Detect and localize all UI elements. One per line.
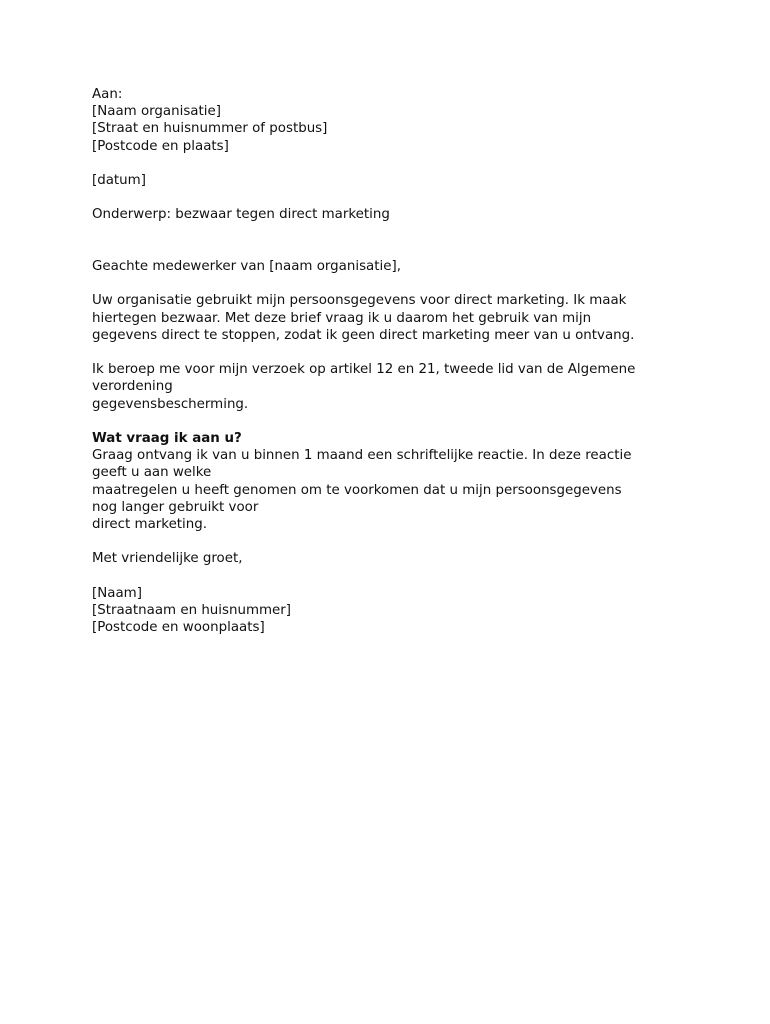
- paragraph-line: Graag ontvang ik van u binnen 1 maand een schriftelijke reactie. In deze reactie: [92, 448, 632, 464]
- request-heading: Wat vraag ik aan u?: [92, 430, 242, 446]
- letter-salutation: [92, 258, 692, 275]
- paragraph-line: geeft u aan welke: [92, 465, 212, 481]
- recipient-to-label: Aan:: [92, 87, 123, 102]
- sender-postcode-city: [Postcode en woonplaats]: [92, 620, 265, 636]
- sender-name: [Naam]: [92, 585, 142, 601]
- paragraph-objection: [92, 292, 692, 344]
- paragraph-request: [92, 430, 692, 533]
- closing-text: Met vriendelijke groet,: [92, 551, 243, 567]
- paragraph-line: Ik beroep me voor mijn verzoek op artikel 12 en 21, tweede lid van de Algemene: [92, 362, 636, 378]
- paragraph-line: hiertegen bezwaar. Met deze brief vraag ik u daarom het gebruik van mijn: [92, 310, 592, 326]
- salutation-text: Geachte medewerker van [naam organisatie],: [92, 258, 401, 274]
- letter-date: [92, 172, 692, 189]
- letter-closing: [92, 550, 692, 567]
- sender-street: [Straatnaam en huisnummer]: [92, 602, 292, 618]
- paragraph-line: gegevens direct te stoppen, zodat ik geen direct marketing meer van u ontvang.: [92, 327, 635, 343]
- date-text: [datum]: [92, 173, 146, 188]
- recipient-org-name: [Naam organisatie]: [92, 104, 221, 120]
- paragraph-legal-basis: [92, 361, 692, 413]
- sender-address: [92, 585, 692, 637]
- paragraph-line: verordening: [92, 379, 173, 395]
- recipient-street: [Straat en huisnummer of postbus]: [92, 121, 328, 137]
- paragraph-line: nog langer gebruikt voor: [92, 499, 259, 515]
- recipient-address: [92, 86, 692, 155]
- letter-subject: [92, 206, 692, 223]
- paragraph-line: gegevensbescherming.: [92, 396, 249, 412]
- letter-body: [92, 86, 692, 654]
- paragraph-line: maatregelen u heeft genomen om te voorkomen dat u mijn persoonsgegevens: [92, 482, 622, 498]
- recipient-postcode-city: [Postcode en plaats]: [92, 138, 229, 154]
- subject-text: Onderwerp: bezwaar tegen direct marketing: [92, 207, 390, 223]
- paragraph-line: direct marketing.: [92, 516, 208, 532]
- paragraph-line: Uw organisatie gebruikt mijn persoonsgegevens voor direct marketing. Ik maak: [92, 293, 627, 309]
